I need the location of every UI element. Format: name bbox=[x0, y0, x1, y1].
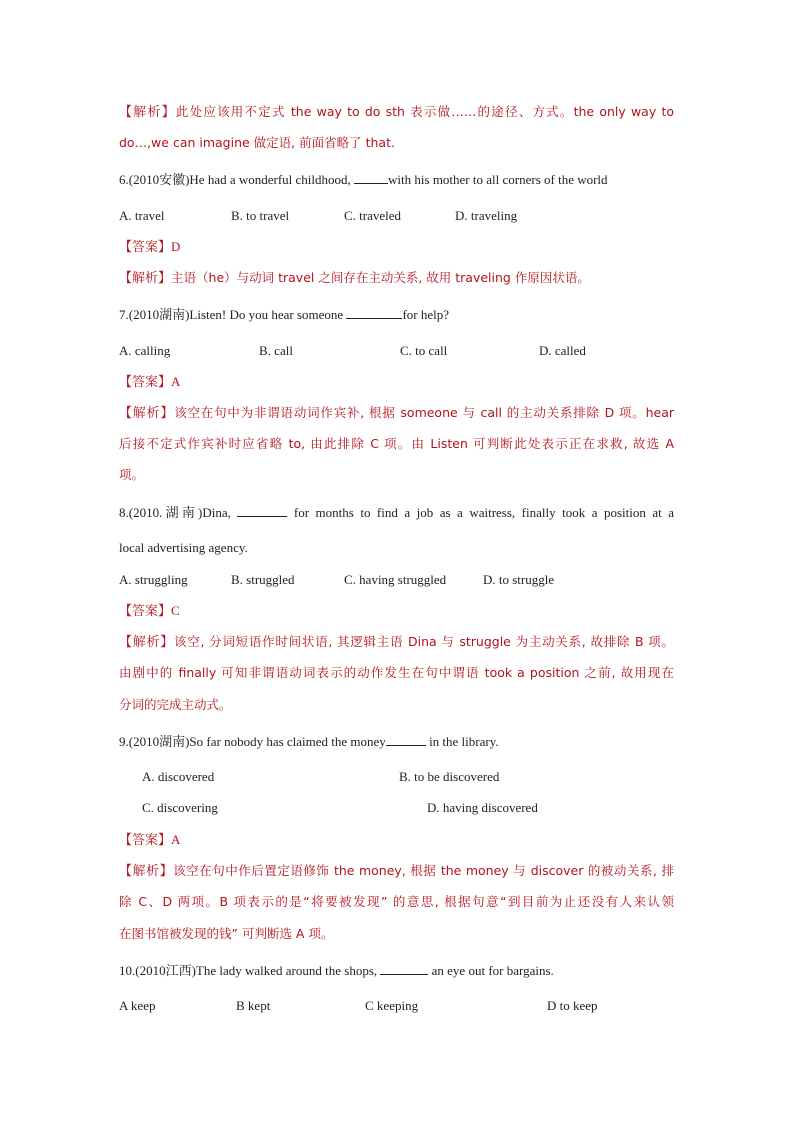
option-c: C. having struggled bbox=[344, 572, 447, 587]
answer-value: C bbox=[171, 603, 180, 618]
analysis-line: 由剧中的 finally 可知非谓语动词表示的动作发生在句中谓语 took a position 之前, 故用现在 bbox=[119, 665, 674, 680]
question-8: 8.(2010.湖南)Dina, for months to find a job as a waitress, finally took a position at a bbox=[119, 505, 674, 520]
answer-value: A bbox=[171, 832, 181, 847]
analysis-tag: 【解析】 bbox=[119, 271, 172, 286]
answer-tag: 【答案】 bbox=[119, 833, 172, 848]
option-c: C keeping bbox=[365, 998, 419, 1013]
option-a: A. struggling bbox=[119, 572, 188, 587]
option-a: A. calling bbox=[119, 343, 171, 358]
option-a: A. travel bbox=[119, 208, 165, 223]
answer-value: D bbox=[171, 239, 181, 254]
analysis-line: 后接不定式作宾补时应省略 to, 由此排除 C 项。由 Listen 可判断此处表示正在求救, 故选 A bbox=[119, 436, 674, 451]
analysis-line: 【解析】此处应该用不定式 the way to do sth 表示做……的途径、方式。the only way to bbox=[119, 104, 674, 120]
option-c: C. discovering bbox=[142, 800, 218, 815]
analysis-line: 【解析】主语（he）与动词 travel 之间存在主动关系, 故用 traveling 作原因状语。 bbox=[119, 270, 590, 286]
option-c: C. to call bbox=[400, 343, 448, 358]
analysis-line: 【解析】该空在句中为非谓语动词作宾补, 根据 someone 与 call 的主动关系排除 D 项。hear bbox=[119, 405, 674, 421]
option-d: D. to struggle bbox=[483, 572, 555, 587]
answer-blank bbox=[237, 505, 287, 517]
answer-line bbox=[119, 374, 180, 391]
option-b: B. struggled bbox=[231, 572, 295, 587]
analysis-tag: 【解析】 bbox=[119, 406, 175, 421]
option-a: A keep bbox=[119, 998, 156, 1013]
option-b: B. call bbox=[259, 343, 293, 358]
answer-blank bbox=[380, 963, 428, 975]
option-d: D. traveling bbox=[455, 208, 518, 223]
analysis-tag: 【解析】 bbox=[119, 105, 176, 120]
answer-blank bbox=[346, 307, 402, 319]
option-b: B. to be discovered bbox=[399, 769, 500, 784]
answer-line bbox=[119, 603, 180, 620]
option-b: B. to travel bbox=[231, 208, 290, 223]
analysis-tag: 【解析】 bbox=[119, 635, 174, 650]
question-7: 7.(2010湖南)Listen! Do you hear someone for help? bbox=[119, 307, 450, 322]
answer-tag: 【答案】 bbox=[119, 604, 172, 619]
option-b: B kept bbox=[236, 998, 271, 1013]
analysis-line: 除 C、D 两项。B 项表示的是“将要被发现” 的意思, 根据句意“到目前为止还没有人来认领 bbox=[119, 894, 674, 909]
option-c: C. traveled bbox=[344, 208, 402, 223]
answer-line bbox=[119, 832, 180, 849]
answer-value: A bbox=[171, 374, 181, 389]
analysis-line: 分词的完成主动式。 bbox=[119, 697, 232, 712]
analysis-line: 【解析】该空在句中作后置定语修饰 the money, 根据 the money 与 discover 的被动关系, 排 bbox=[119, 863, 674, 879]
answer-tag: 【答案】 bbox=[119, 375, 172, 390]
answer-line bbox=[119, 239, 180, 256]
analysis-line: do…,we can imagine 做定语, 前面省略了 that. bbox=[119, 135, 395, 150]
question-8-continued: local advertising agency. bbox=[119, 540, 248, 555]
analysis-line: 在图书馆被发现的钱” 可判断选 A 项。 bbox=[119, 926, 334, 941]
answer-tag: 【答案】 bbox=[119, 240, 172, 255]
question-10: 10.(2010江西)The lady walked around the shops, an eye out for bargains. bbox=[119, 963, 554, 978]
answer-blank bbox=[386, 734, 426, 746]
option-d: D. having discovered bbox=[427, 800, 538, 815]
analysis-line: 【解析】该空, 分词短语作时间状语, 其逻辑主语 Dina 与 struggle 为主动关系, 故排除 B 项。 bbox=[119, 634, 674, 650]
option-d: D to keep bbox=[547, 998, 598, 1013]
option-a: A. discovered bbox=[142, 769, 215, 784]
question-9: 9.(2010湖南)So far nobody has claimed the money in the library. bbox=[119, 734, 499, 749]
answer-blank bbox=[354, 172, 388, 184]
analysis-tag: 【解析】 bbox=[119, 864, 174, 879]
option-d: D. called bbox=[539, 343, 586, 358]
question-6: 6.(2010安徽)He had a wonderful childhood, with his mother to all corners of the world bbox=[119, 172, 608, 187]
analysis-line: 项。 bbox=[119, 467, 145, 482]
